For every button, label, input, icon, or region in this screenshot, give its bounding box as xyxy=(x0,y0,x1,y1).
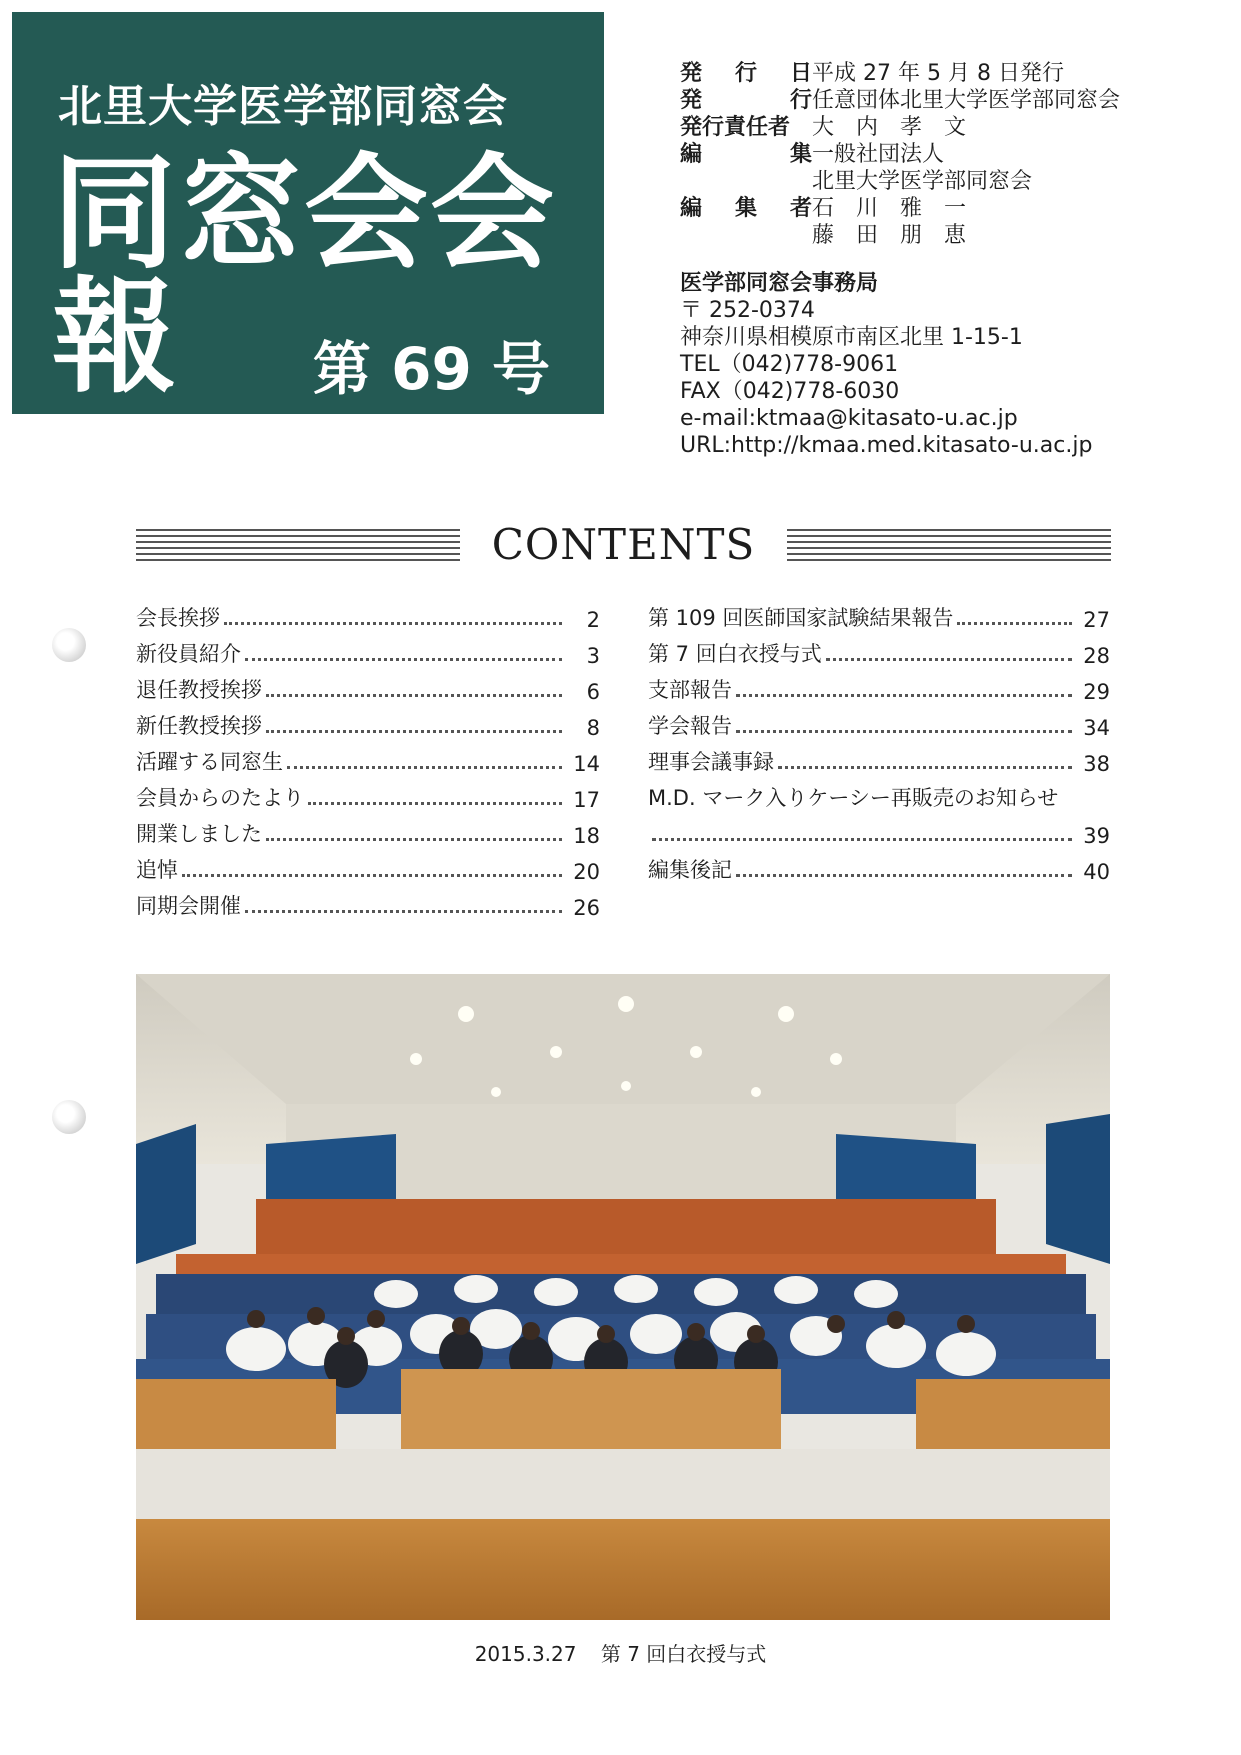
toc-leader-dots xyxy=(778,766,1072,769)
toc-page-number: 39 xyxy=(1083,824,1110,848)
pubinfo-value: 藤 田 朋 恵 xyxy=(812,223,967,248)
toc-leader-dots xyxy=(266,838,562,841)
toc-leader-dots xyxy=(957,622,1072,625)
toc-entry-title: 支部報告 xyxy=(648,678,732,702)
toc-entry-title: 退任教授挨拶 xyxy=(136,678,262,702)
pubinfo-value: 北里大学医学部同窓会 xyxy=(812,169,1033,194)
pubinfo-label-part: 発行責任者 xyxy=(680,115,791,140)
toc-entry[interactable] xyxy=(136,740,600,776)
pubinfo-label-part: 行 xyxy=(734,61,757,86)
pubinfo-value: 大 内 孝 文 xyxy=(812,115,967,140)
organization-name: 北里大学医学部同窓会 xyxy=(58,81,508,132)
toc-left-column xyxy=(136,596,600,920)
toc-page-number: 6 xyxy=(586,680,600,704)
toc-entry[interactable] xyxy=(136,776,600,812)
toc-page-number: 40 xyxy=(1083,860,1110,884)
caption-date: 2015.3.27 xyxy=(474,1642,577,1666)
punch-hole xyxy=(52,1100,86,1134)
toc-page-number: 34 xyxy=(1083,716,1110,740)
toc-entry[interactable] xyxy=(648,632,1110,668)
pubinfo-label xyxy=(680,141,812,168)
toc-leader-dots xyxy=(245,658,562,661)
toc-page-number: 17 xyxy=(573,788,600,812)
pubinfo-row xyxy=(680,141,1220,168)
pubinfo-label-part: 編 xyxy=(680,142,703,167)
toc-leader-dots xyxy=(736,694,1072,697)
toc-entry-title: 開業しました xyxy=(136,822,262,846)
pubinfo-row xyxy=(680,168,1220,195)
pubinfo-label xyxy=(680,168,812,195)
pubinfo-value: 平成 27 年 5 月 8 日発行 xyxy=(812,61,1064,86)
toc-right-column xyxy=(648,596,1110,884)
issue-number: 第 69 号 xyxy=(312,335,550,403)
toc-entry-continued[interactable] xyxy=(648,812,1110,848)
toc-page-number: 26 xyxy=(573,896,600,920)
toc-leader-dots xyxy=(736,730,1072,733)
pubinfo-value: 石 川 雅 一 xyxy=(812,196,967,221)
toc-page-number: 14 xyxy=(573,752,600,776)
toc-entry-title: 活躍する同窓生 xyxy=(136,750,283,774)
toc-leader-dots xyxy=(652,838,1072,841)
toc-entry-title: 会員からのたより xyxy=(136,786,304,810)
pubinfo-label-part: 集 xyxy=(789,142,812,167)
toc-entry[interactable] xyxy=(136,884,600,920)
toc-page-number: 18 xyxy=(573,824,600,848)
contents-title: CONTENTS xyxy=(491,520,756,569)
toc-leader-dots xyxy=(308,802,562,805)
pubinfo-label xyxy=(680,114,812,141)
toc-entry[interactable] xyxy=(648,668,1110,704)
toc-leader-dots xyxy=(224,622,562,625)
pubinfo-label xyxy=(680,195,812,222)
pubinfo-label-part: 発 xyxy=(680,88,703,113)
toc-entry[interactable] xyxy=(648,596,1110,632)
toc-entry-title: 第 109 回医師国家試験結果報告 xyxy=(648,606,954,630)
toc-leader-dots xyxy=(182,874,562,877)
toc-page-number: 28 xyxy=(1083,644,1110,668)
toc-entry[interactable] xyxy=(136,848,600,884)
pubinfo-row xyxy=(680,195,1220,222)
pubinfo-value: 一般社団法人 xyxy=(812,142,945,167)
pubinfo-label-part: 発 xyxy=(680,61,703,86)
toc-leader-dots xyxy=(287,766,562,769)
pubinfo-row xyxy=(680,222,1220,249)
toc-page-number: 3 xyxy=(586,644,600,668)
pubinfo-label xyxy=(680,60,812,87)
toc-page-number: 29 xyxy=(1083,680,1110,704)
toc-leader-dots xyxy=(245,910,562,913)
office-url[interactable]: URL:http://kmaa.med.kitasato-u.ac.jp xyxy=(680,433,1093,458)
toc-entry[interactable] xyxy=(136,596,600,632)
toc-page-number: 20 xyxy=(573,860,600,884)
office-tel: TEL（042)778-9061 xyxy=(680,352,899,377)
ceremony-photo xyxy=(136,974,1110,1620)
toc-entry-title: 第 7 回白衣授与式 xyxy=(648,642,822,666)
toc-entry[interactable] xyxy=(136,704,600,740)
pubinfo-label-part: 編 xyxy=(680,196,703,221)
decorative-rule-right xyxy=(787,529,1111,565)
toc-leader-dots xyxy=(736,874,1072,877)
office-address: 神奈川県相模原市南区北里 1-15-1 xyxy=(680,325,1023,350)
publication-title: 同窓会会報 xyxy=(52,142,557,410)
toc-entry[interactable] xyxy=(136,668,600,704)
toc-entry-title: 学会報告 xyxy=(648,714,732,738)
office-postal: 〒 252-0374 xyxy=(680,298,815,323)
pubinfo-label-part: 者 xyxy=(789,196,812,221)
pubinfo-label xyxy=(680,222,812,249)
toc-page-number: 27 xyxy=(1083,608,1110,632)
toc-entry[interactable] xyxy=(648,740,1110,776)
pubinfo-row xyxy=(680,114,1220,141)
publication-info xyxy=(680,60,1220,249)
toc-entry[interactable] xyxy=(136,632,600,668)
pubinfo-label-part: 集 xyxy=(734,196,757,221)
office-title: 医学部同窓会事務局 xyxy=(680,271,879,296)
pubinfo-value: 任意団体北里大学医学部同窓会 xyxy=(812,88,1121,113)
toc-entry[interactable] xyxy=(648,704,1110,740)
toc-page-number: 2 xyxy=(586,608,600,632)
toc-entry-title: 追悼 xyxy=(136,858,178,882)
toc-entry[interactable] xyxy=(136,812,600,848)
pubinfo-row xyxy=(680,87,1220,114)
auditorium-illustration xyxy=(136,974,1110,1620)
office-email[interactable]: e-mail:ktmaa@kitasato-u.ac.jp xyxy=(680,406,1018,431)
toc-leader-dots xyxy=(266,694,562,697)
toc-entry-title: 編集後記 xyxy=(648,858,732,882)
toc-entry-title: 理事会議事録 xyxy=(648,750,774,774)
toc-leader-dots xyxy=(826,658,1072,661)
toc-entry[interactable] xyxy=(648,848,1110,884)
pubinfo-label xyxy=(680,87,812,114)
photo-caption xyxy=(0,1638,1241,1667)
toc-entry-title: 新任教授挨拶 xyxy=(136,714,262,738)
office-info xyxy=(680,270,1092,459)
toc-entry[interactable] xyxy=(648,776,1110,812)
masthead xyxy=(12,12,604,414)
punch-hole xyxy=(52,628,86,662)
caption-text: 第 7 回白衣授与式 xyxy=(600,1642,767,1666)
toc-page-number: 38 xyxy=(1083,752,1110,776)
pubinfo-label-part: 日 xyxy=(789,61,812,86)
pubinfo-label-part: 行 xyxy=(789,88,812,113)
office-fax: FAX（042)778-6030 xyxy=(680,379,900,404)
toc-entry-title: 会長挨拶 xyxy=(136,606,220,630)
pubinfo-row xyxy=(680,60,1220,87)
toc-leader-dots xyxy=(266,730,562,733)
toc-entry-title: 新役員紹介 xyxy=(136,642,241,666)
contents-header xyxy=(136,520,1111,574)
toc-entry-title: M.D. マーク入りケーシー再販売のお知らせ xyxy=(648,786,1059,810)
toc-entry-title: 同期会開催 xyxy=(136,894,241,918)
toc-page-number: 8 xyxy=(586,716,600,740)
